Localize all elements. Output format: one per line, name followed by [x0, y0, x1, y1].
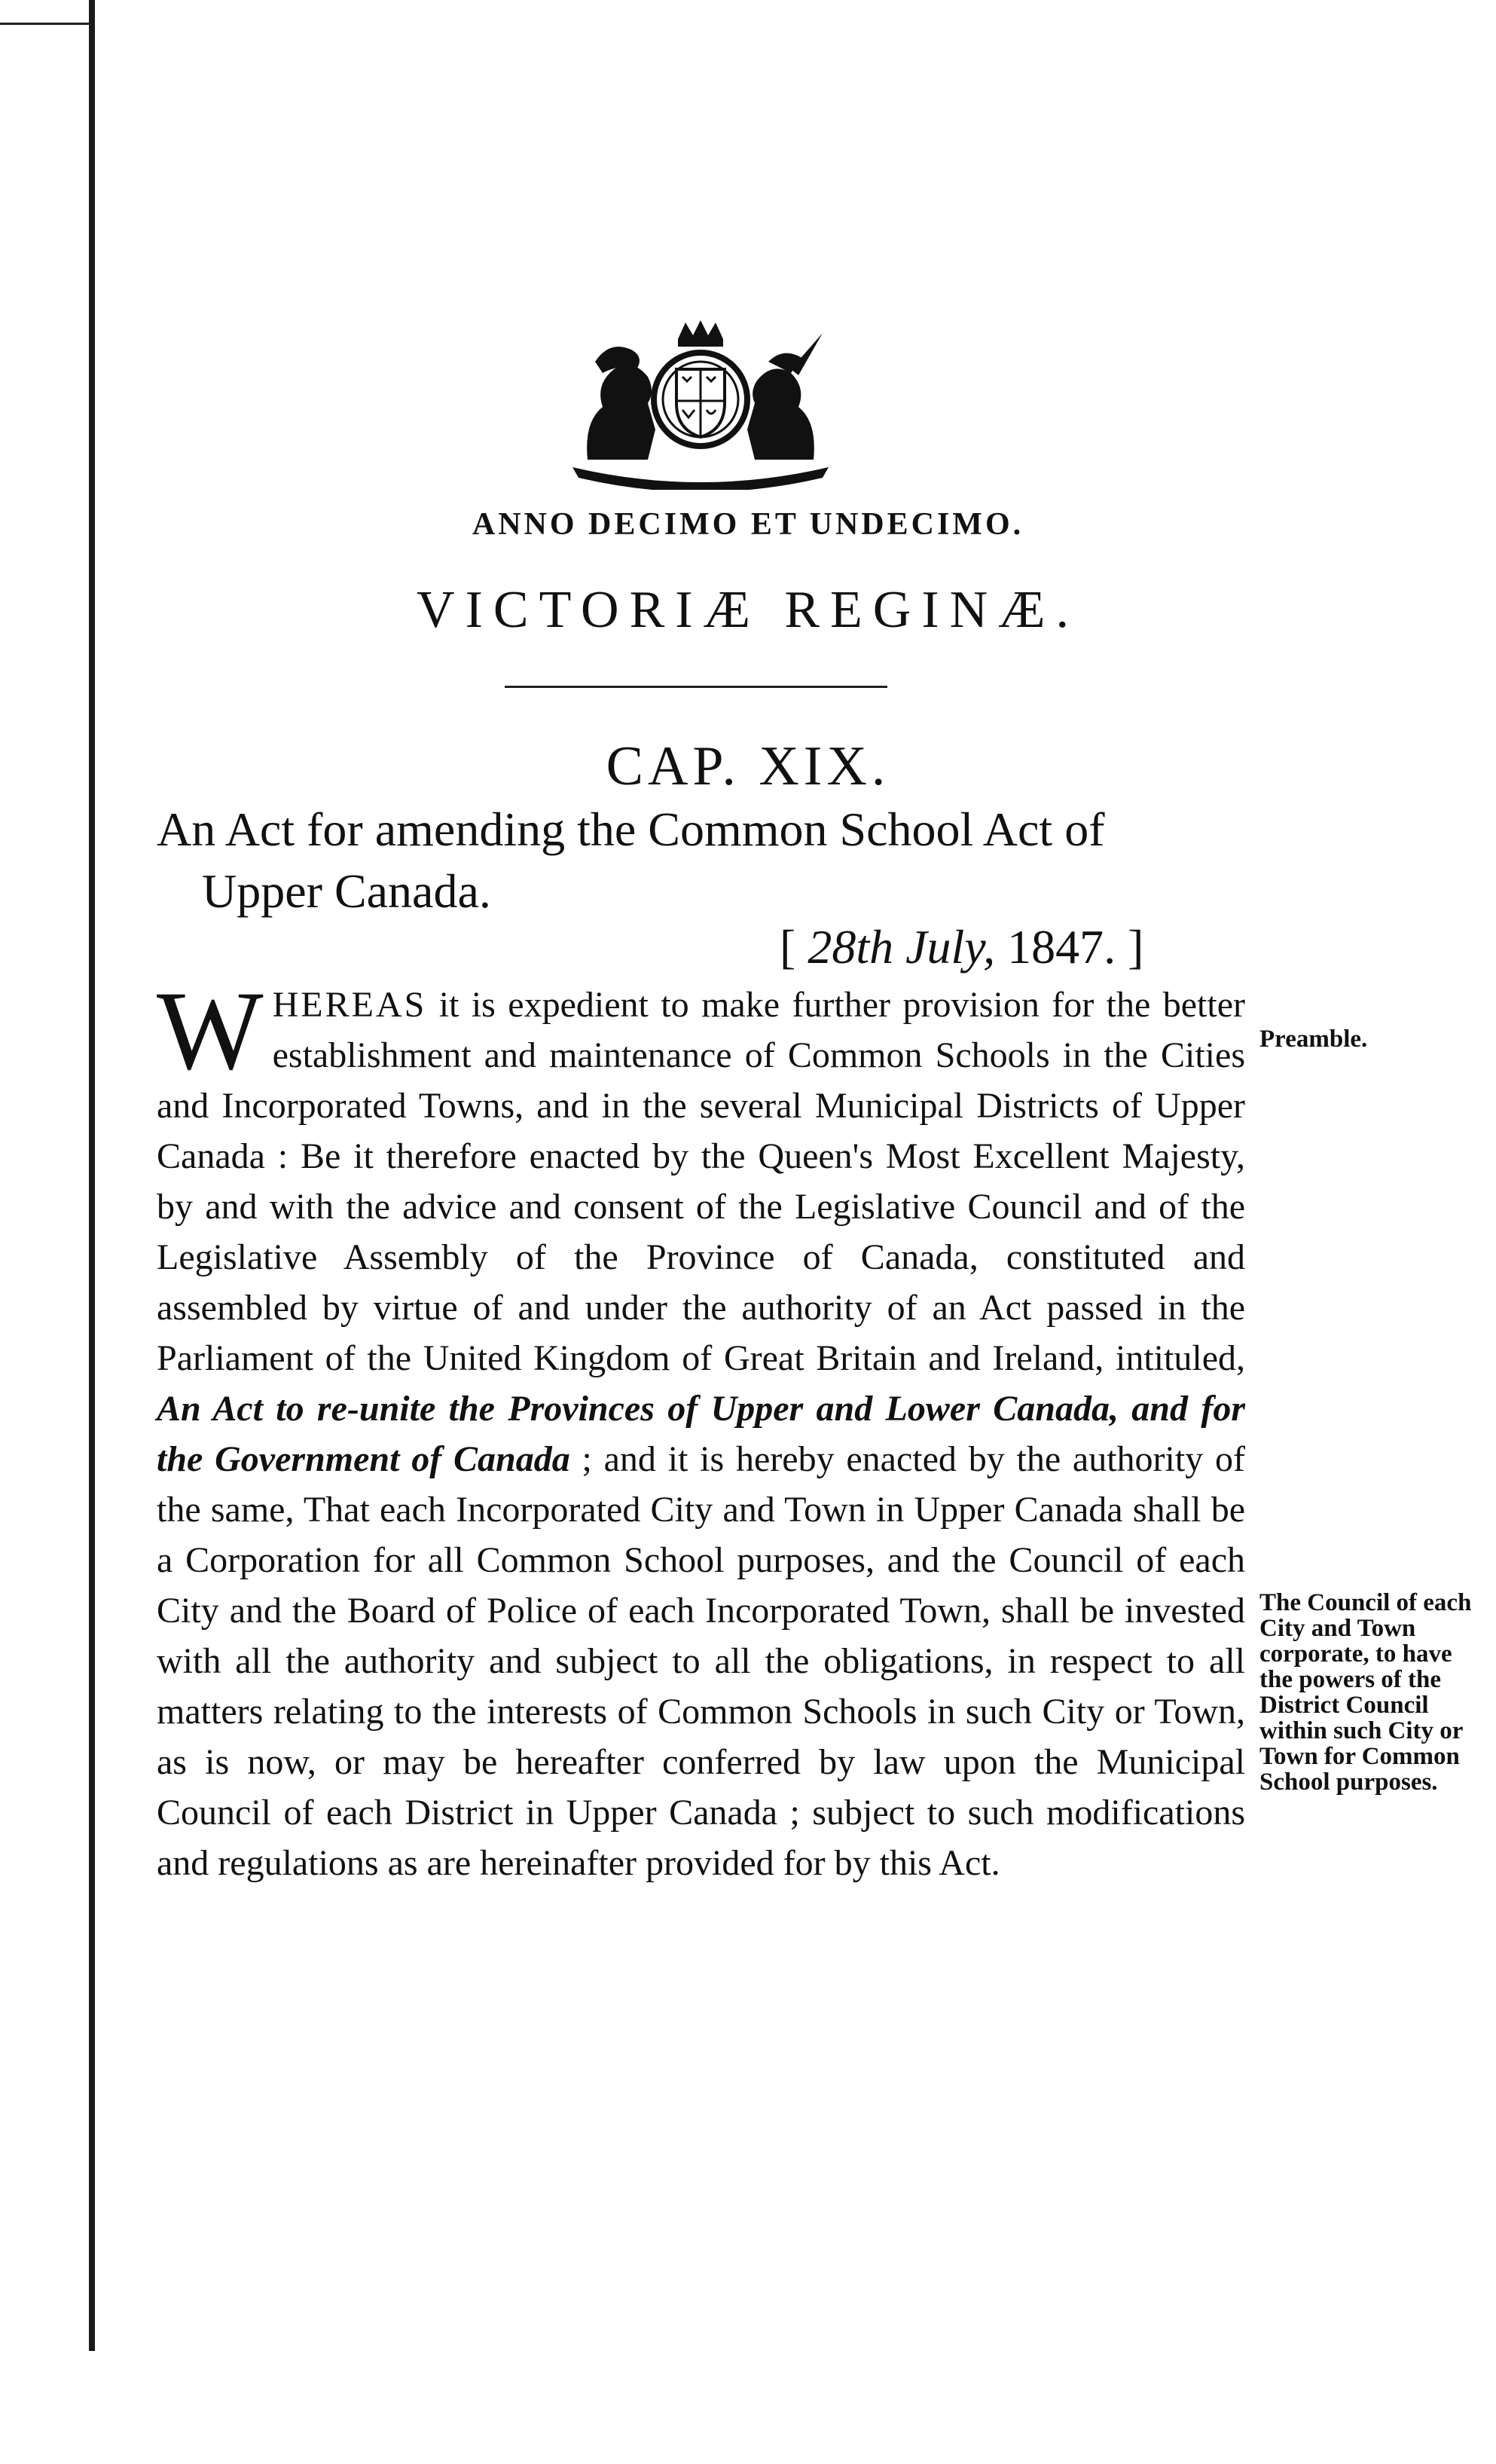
regnal-year-heading: ANNO DECIMO ET UNDECIMO. [472, 507, 1024, 542]
act-title-line-2: Upper Canada. [202, 864, 491, 918]
enacting-paragraph [157, 968, 1245, 1888]
date-month: July, [905, 920, 996, 974]
royal-coat-of-arms-icon [542, 316, 859, 490]
cited-act-title: An Act to re-unite the Provinces of Upper and Lower Canada, and for the Government of Canada [157, 1389, 1245, 1479]
act-title [157, 799, 1249, 922]
date-year: 1847. ] [995, 920, 1144, 974]
reign-heading: VICTORIÆ REGINÆ. [417, 581, 1079, 639]
page-binding-edge [89, 0, 95, 2351]
binding-edge-mark [0, 23, 89, 25]
act-title-line-1: An Act for amending the Common School Act of [157, 802, 1105, 856]
paragraph-text-2: ; and it is hereby enacted by the authority of the same, That each Incorporated City and Town in Upper Canada shall be a Corporation for all Common School purposes, and the Council of each City and the Board of Police of each Incorporated Town, shall be invested with all the authority and subject to all the obligations, in respect to all matters relating to the interests of Common Schools in such City or Town, as is now, or may be hereafter conferred by law upon the Municipal Council of each District in Upper Canada ; subject to such modifications and regulations as are hereinafter provided for by this Act. [157, 1439, 1245, 1883]
assent-date [780, 919, 1143, 975]
drop-cap: W [157, 968, 264, 1093]
paragraph-text-1: it is expedient to make further provision for the better establishment and maintenance of Common Schools in the Cities and Incorporated Towns, and in the several Municipal Districts of Upper Canada : Be it therefore enacted by the Queen's Most Excellent Majesty, by and with the advice and consent of the Legislative Council and of the Legislative Assembly of the Province of Canada, constituted and assembled by virtue of and under the authority of an Act passed in the Parliament of the United Kingdom of Great Britain and Ireland, intituled, [157, 985, 1245, 1378]
date-open-bracket: [ [780, 920, 808, 974]
first-word: HEREAS [272, 985, 427, 1025]
date-day: 28th [808, 920, 894, 974]
margin-note-preamble: Preamble. [1259, 1026, 1368, 1053]
chapter-number: CAP. XIX. [606, 735, 890, 797]
margin-note-council: The Council of each City and Town corporate, to have the powers of the District Council within such City or Town for Common School purposes. [1259, 1589, 1472, 1796]
divider-rule [505, 686, 887, 688]
